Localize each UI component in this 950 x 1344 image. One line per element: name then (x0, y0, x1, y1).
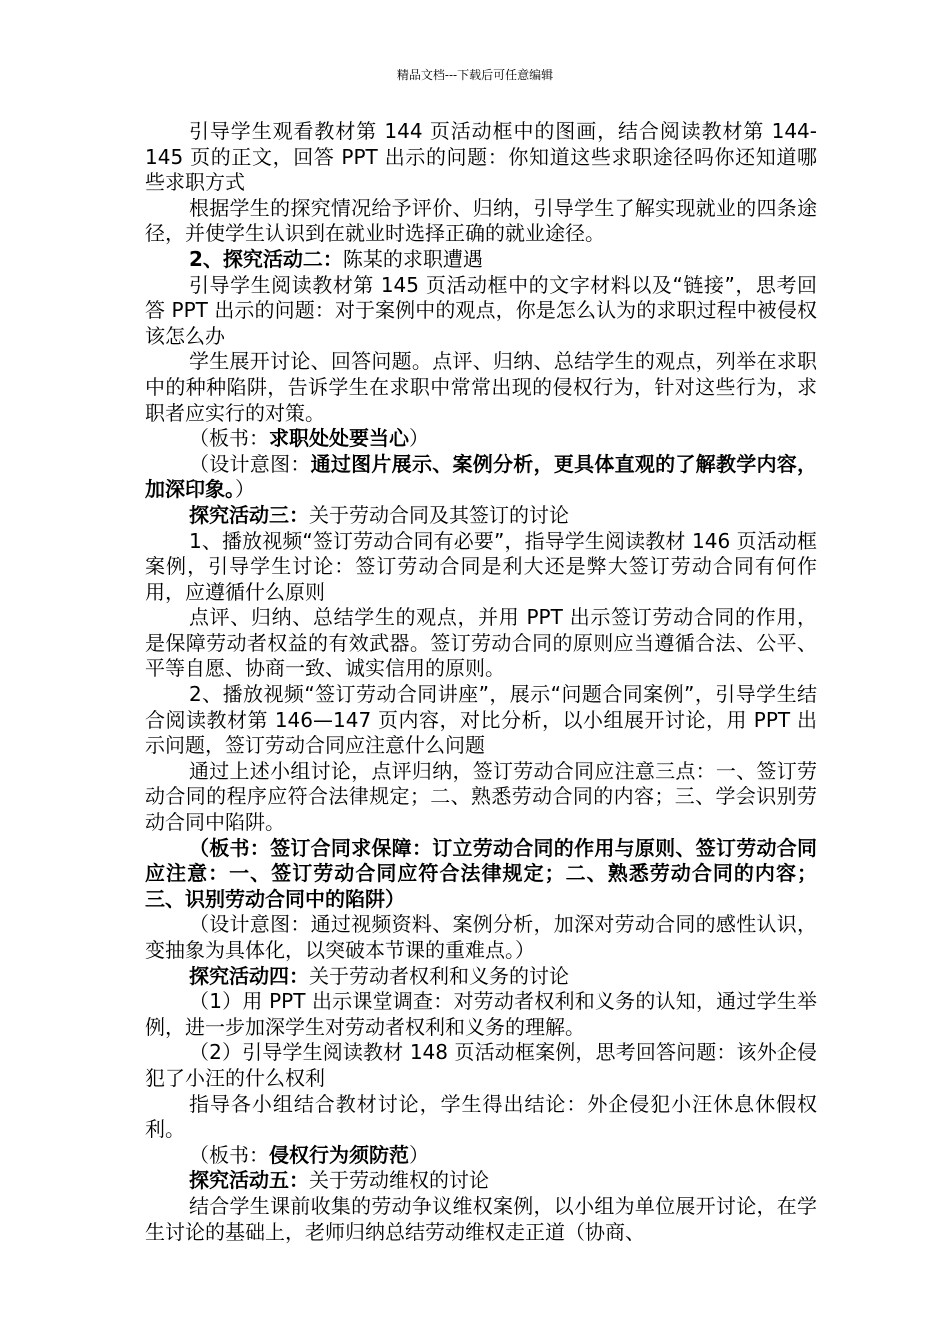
paragraph (145, 426, 817, 452)
paragraph (145, 247, 817, 273)
paragraph (145, 1143, 817, 1169)
text-run: 1、播放视频“签订劳动合同有必要”，指导学生阅读教材 146 页活动框案例，引导学生讨论：签订劳动合同是利大还是弊大签订劳动合同有何作用，应遵循什么原则 (145, 528, 817, 604)
paragraph (145, 1040, 817, 1091)
bold-text: 侵权行为须防范 (269, 1142, 409, 1167)
text-run: （板书： (189, 426, 269, 451)
paragraph (145, 682, 817, 759)
paragraph (145, 759, 817, 836)
text-run: （设计意图：通过视频资料、案例分析，加深对劳动合同的感性认识，变抽象为具体化，以突破本节课的重难点。） (145, 912, 817, 962)
paragraph (145, 349, 817, 426)
text-run: 通过上述小组讨论，点评归纳，签订劳动合同应注意三点：一、签订劳动合同的程序应符合法律规定；二、熟悉劳动合同的内容；三、学会识别劳动合同中陷阱。 (145, 758, 817, 835)
bold-text: 探究活动四： (189, 963, 309, 988)
text-run: 学生展开讨论、回答问题。点评、归纳、总结学生的观点，列举在求职中的种种陷阱，告诉学生在求职中常常出现的侵权行为，针对这些行为，求职者应实行的对策。 (145, 349, 817, 425)
bold-text: 求职处处要当心 (269, 426, 409, 451)
text-run: （1）用 PPT 出示课堂调查：对劳动者权利和义务的认知，通过学生举例，进一步加深学生对劳动者权利和义务的理解。 (145, 989, 817, 1039)
bold-text: 探究活动五： (189, 1168, 309, 1193)
paragraph (145, 529, 817, 606)
text-run: 2、播放视频“签订劳动合同讲座”，展示“问题合同案例”，引导学生结合阅读教材第 146—147 页内容，对比分析，以小组展开讨论，用 PPT 出示问题，签订劳动合同应注意什么问题 (145, 682, 817, 758)
paragraph (145, 912, 817, 963)
paragraph (145, 119, 817, 196)
text-run: （板书： (189, 1142, 269, 1167)
bold-text: ） (385, 886, 405, 911)
text-run: ） (409, 426, 429, 451)
bold-text: 签订合同求保障：订立劳动合同的作用与原则、签订劳动合同应注意：一、签订劳动合同应符合法律规定；二、熟悉劳动合同的内容；三、识别劳动合同中的陷阱 (145, 835, 818, 911)
bold-text: 2、探究活动二： (189, 246, 343, 271)
paragraph (145, 989, 817, 1040)
document-body (145, 119, 817, 1245)
text-run: 陈某的求职遭遇 (342, 246, 483, 271)
text-run: 引导学生观看教材第 144 页活动框中的图画，结合阅读教材第 144-145 页的正文，回答 PPT 出示的问题：你知道这些求职途径吗你还知道哪些求职方式 (145, 119, 817, 195)
paragraph (145, 452, 817, 503)
text-run: 关于劳动者权利和义务的讨论 (309, 963, 569, 988)
text-run: 点评、归纳、总结学生的观点，并用 PPT 出示签订劳动合同的作用，是保障劳动者权益的有效武器。签订劳动合同的原则应当遵循合法、公平、平等自愿、协商一致、诚实信用的原则。 (145, 605, 817, 681)
bold-text: 探究活动三： (189, 502, 309, 527)
text-run: 关于劳动合同及其签订的讨论 (309, 502, 569, 527)
text-run: 指导各小组结合教材讨论，学生得出结论：外企侵犯小汪休息休假权利。 (145, 1091, 817, 1142)
paragraph (145, 1092, 817, 1143)
paragraph (145, 964, 817, 990)
text-run: ） (409, 1142, 429, 1167)
text-run: （设计意图： (189, 451, 311, 476)
paragraph (145, 273, 817, 350)
paragraph (145, 196, 817, 247)
text-run: 关于劳动维权的讨论 (309, 1168, 489, 1193)
text-run: 引导学生阅读教材第 145 页活动框中的文字材料以及“链接”，思考回答 PPT 出示的问题：对于案例中的观点，你是怎么认为的求职过程中被侵权该怎么办 (145, 272, 817, 348)
paragraph (145, 503, 817, 529)
text-run: 结合学生课前收集的劳动争议维权案例，以小组为单位展开讨论，在学生讨论的基础上，老师归纳总结劳动维权走正道（协商、 (145, 1193, 817, 1244)
bold-text: （板书： (189, 835, 271, 860)
page-header: 精品文档---下载后可任意编辑 (396, 68, 554, 82)
bold-text: 通过图片展示、案例分析，更具体直观的了解教学内容，加深印象。 (145, 451, 818, 502)
paragraph (145, 836, 817, 913)
paragraph (145, 1168, 817, 1194)
paragraph (145, 605, 817, 682)
paragraph (145, 1194, 817, 1245)
text-run: ） (235, 477, 255, 502)
text-run: 根据学生的探究情况给予评价、归纳，引导学生了解实现就业的四条途径，并使学生认识到在就业时选择正确的就业途径。 (145, 195, 817, 246)
text-run: （2）引导学生阅读教材 148 页活动框案例，思考回答问题：该外企侵犯了小汪的什么权利 (145, 1040, 817, 1090)
